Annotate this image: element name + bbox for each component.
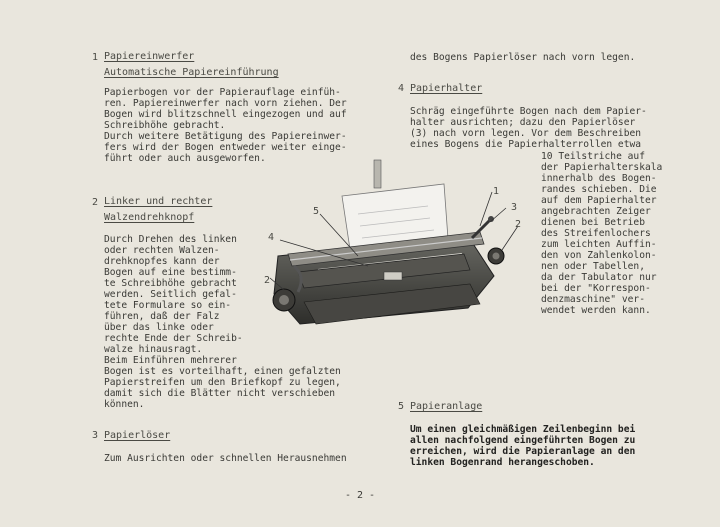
section-1-line: ren. Papiereinwerfer nach vorn ziehen. Der	[104, 98, 347, 109]
section-2-line: führen, daß der Falz	[104, 311, 220, 322]
section-4-title: Papierhalter	[410, 83, 483, 94]
section-2-line: walze hinausragt.	[104, 344, 203, 355]
section-2-line: Papierstreifen um den Briefkopf zu legen,	[104, 377, 341, 388]
section-1-subtitle: Automatische Papiereinführung	[104, 67, 279, 78]
section-3-number: 3	[92, 430, 99, 441]
section-1-line: Bogen wird blitzschnell eingezogen und auf	[104, 109, 347, 120]
section-5-number: 5	[398, 401, 405, 412]
section-1-number: 1	[92, 52, 99, 63]
section-4-line: den von Zahlenkolon-	[541, 250, 657, 261]
section-4-line: nen oder Tabellen,	[541, 261, 645, 272]
section-4-line: (3) nach vorn legen. Vor dem Beschreiben	[410, 128, 642, 139]
page-number: - 2 -	[344, 490, 376, 501]
section-2-line: über das linke oder	[104, 322, 214, 333]
section-1-title: Papiereinwerfer	[104, 51, 195, 62]
section-2-line: rechte Ende der Schreib-	[104, 333, 243, 344]
section-1-line: fers wird der Bogen entweder weiter einge-	[104, 142, 347, 153]
section-2-line: Durch Drehen des linken	[104, 234, 237, 245]
section-4-line: wendet werden kann.	[541, 305, 651, 316]
section-1-line: Durch weitere Betätigung des Papiereinwer-	[104, 131, 347, 142]
section-3-continuation: des Bogens Papierlöser nach vorn legen.	[410, 52, 636, 63]
section-4-line: des Streifenlochers	[541, 228, 651, 239]
section-2-line: werden. Seitlich gefal-	[104, 289, 237, 300]
section-4-line: da der Tabulator nur	[541, 272, 657, 283]
callout-1: 1	[493, 186, 500, 197]
section-2-subtitle: Walzendrehknopf	[104, 212, 195, 223]
callout-5: 5	[313, 206, 320, 217]
section-4-line: denzmaschine" ver-	[541, 294, 645, 305]
section-4-line: dienen bei Betrieb	[541, 217, 645, 228]
section-1-line: Schreibhöhe gebracht.	[104, 120, 226, 131]
section-2-line: drehknopfes kann der	[104, 256, 220, 267]
section-1-line: führt oder auch ausgeworfen.	[104, 153, 266, 164]
section-4-line: randes schieben. Die	[541, 184, 657, 195]
section-2-line: oder rechten Walzen-	[104, 245, 220, 256]
section-4-line: eines Bogens die Papierhalterrollen etwa	[410, 139, 642, 150]
section-2-line: Beim Einführen mehrerer	[104, 355, 237, 366]
callout-3: 3	[511, 202, 518, 213]
section-5-line: Um einen gleichmäßigen Zeilenbeginn bei	[410, 424, 636, 435]
section-2-line: damit sich die Blätter nicht verschieben	[104, 388, 336, 399]
callout-4: 4	[268, 232, 275, 243]
section-5-line: linken Bogenrand herangeschoben.	[410, 457, 595, 468]
callout-2-left: 2	[264, 275, 271, 286]
typewriter-illustration	[258, 158, 523, 338]
section-3-line: Zum Ausrichten oder schnellen Herausnehmen	[104, 453, 347, 464]
section-5-line: erreichen, wird die Papieranlage an den	[410, 446, 636, 457]
callout-2-right: 2	[515, 219, 522, 230]
section-2-line: können.	[104, 399, 145, 410]
section-4-line: zum leichten Auffin-	[541, 239, 657, 250]
section-4-number: 4	[398, 83, 405, 94]
section-2-line: tete Formulare so ein-	[104, 300, 232, 311]
section-4-line: halter ausrichten; dazu den Papierlöser	[410, 117, 636, 128]
section-2-line: Bogen auf eine bestimm-	[104, 267, 237, 278]
section-4-line: angebrachten Zeiger	[541, 206, 651, 217]
section-4-line: Schräg eingeführte Bogen nach dem Papier-	[410, 106, 647, 117]
section-4-line: bei der "Korrespon-	[541, 283, 651, 294]
section-2-line: Bogen ist es vorteilhaft, einen gefalzten	[104, 366, 341, 377]
section-4-line: 10 Teilstriche auf	[541, 151, 645, 162]
section-2-line: te Schreibhöhe gebracht	[104, 278, 237, 289]
section-5-line: allen nachfolgend eingeführten Bogen zu	[410, 435, 636, 446]
section-5-title: Papieranlage	[410, 401, 483, 412]
section-2-number: 2	[92, 197, 99, 208]
section-4-line: innerhalb des Bogen-	[541, 173, 657, 184]
section-3-title: Papierlöser	[104, 430, 171, 441]
section-4-line: der Papierhalterskala	[541, 162, 663, 173]
section-2-title: Linker und rechter	[104, 196, 213, 207]
section-1-line: Papierbogen vor der Papierauflage einfüh-	[104, 87, 341, 98]
section-4-line: auf dem Papierhalter	[541, 195, 657, 206]
